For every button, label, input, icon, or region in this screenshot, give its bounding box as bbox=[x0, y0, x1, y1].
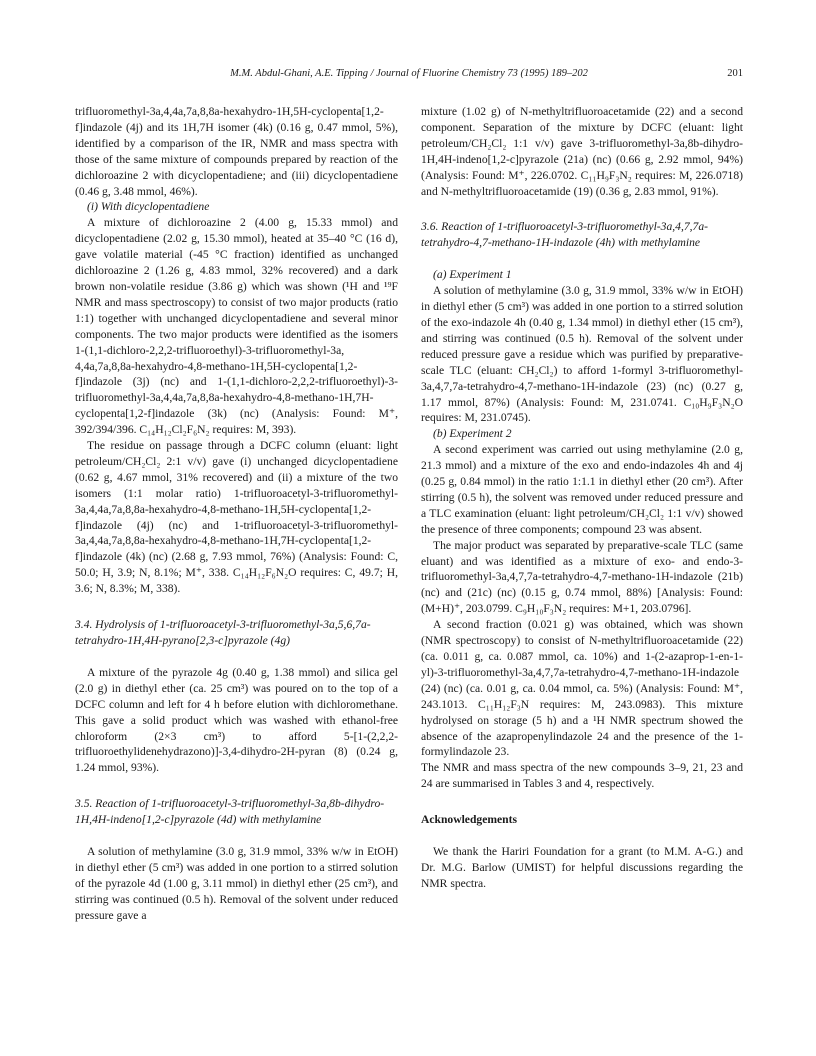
paragraph-3-5: A solution of methylamine (3.0 g, 31.9 mmol, 33% w/w in EtOH) in diethyl ether (5 cm³) was added in one portion to a stirred solution of the pyrazole 4d (1.00 g, 3.11 mmol) in diethyl ether (25 cm³), and stirring was continued (0.5 h). Removal of the solvent under reduced pressure gave a bbox=[75, 845, 398, 922]
right-column bbox=[421, 104, 743, 892]
subheading-experiment-2: (b) Experiment 2 bbox=[433, 427, 512, 441]
acknowledgements-title: Acknowledgements bbox=[421, 813, 517, 827]
section-3-5-title: 3.5. Reaction of 1-trifluoroacetyl-3-trifluoromethyl-3a,8b-dihydro-1H,4H-indeno[1,2-c]pyrazole (4d) with methylamine bbox=[75, 797, 385, 827]
paragraph-dicyclopentadiene: A mixture of dichloroazine 2 (4.00 g, 15.33 mmol) and dicyclopentadiene (2.02 g, 15.30 mmol), heated at 35–40 °C (16 d), gave volatile material (-45 °C fraction) identified as unchanged dichloroazine 2 (1.26 g, 4.83 mmol, 32% recovered) and a dark brown non-volatile residue (3.86 g) which was shown (¹H and ¹⁹F NMR and mass spectroscopy) to consist of two major products (ratio 1:1) together with unchanged dicyclopentadiene and several minor components. The two major products were identified as the isomers 1-(1,1-dichloro-2,2,2-trifluoroethyl)-3-trifluoromethyl-3a, 4,4a,7a,8,8a-hexahydro-4,8-methano-1H,5H-cyclopenta[1,2-f]indazole (3j) (nc) and 1-(1,1-dichloro-2,2,2-trifluoroethyl)-3-trifluoromethyl-3a,4,4a,7a,8,8a-hexahydro-4,8-methano-1H,7H-cyclopenta[1,2-f]indazole (3k) (nc) (Analysis: Found: M⁺, 392/394/396. C₁₄H₁₂Cl₂F₆N₂ requires: M, 393). bbox=[75, 216, 398, 437]
section-3-4-title: 3.4. Hydrolysis of 1-trifluoroacetyl-3-trifluoromethyl-3a,5,6,7a-tetrahydro-1H,4H-pyrano[2,3-c]pyrazole (4g) bbox=[75, 618, 371, 647]
paragraph-acknowledgements: We thank the Hariri Foundation for a grant (to M.M. A-G.) and Dr. M.G. Barlow (UMIST) for helpful discussions regarding the NMR spectra. bbox=[421, 845, 743, 890]
page-number: 201 bbox=[727, 68, 743, 79]
running-title: M.M. Abdul-Ghani, A.E. Tipping / Journal of Fluorine Chemistry 73 (1995) 189–202 bbox=[230, 68, 588, 79]
paragraph-nmr-summary: The NMR and mass spectra of the new compounds 3–9, 21, 23 and 24 are summarised in Tables 3 and 4, respectively. bbox=[421, 761, 743, 791]
paragraph-3-4: A mixture of the pyrazole 4g (0.40 g, 1.38 mmol) and silica gel (2.0 g) in diethyl ether (ca. 25 cm³) was poured on to the top of a DCFC column and left for 4 h before elution with dichloromethane. This gave a solid product which was washed with ethanol-free chloroform (2×3 cm³) to afford 5-[1-(2,2,2-trifluoroethylidenehydrazono)]-3,4-dihydro-2H-pyran (8) (0.24 g, 1.24 mmol, 93%). bbox=[75, 665, 398, 775]
paragraph-experiment-2: A second experiment was carried out using methylamine (2.0 g, 21.3 mmol) and a mixture of the exo and endo-indazoles 4h and 4j (0.25 g, 0.84 mmol) in the ratio 1:1.1 in diethyl ether (20 cm³). After stirring (0.5 h), the solvent was removed under reduced pressure and a TLC examination (eluant: light petroleum/CH₂Cl₂ 1:1 v/v) showed the presence of three components; compound 23 was absent. bbox=[421, 443, 743, 536]
paragraph-continued-right: mixture (1.02 g) of N-methyltrifluoroacetamide (22) and a second component. Separation of the mixture by DCFC (eluant: light petroleum/CH₂Cl₂ 1:1 v/v) gave 3-trifluoromethyl-3a,8b-dihydro-1H,4H-indeno[1,2-c]pyrazole (21a) (nc) (0.66 g, 2.92 mmol, 94%) (Analysis: Found: M⁺, 226.0702. C₁₁H₉F₃N₂ requires: M, 226.0718) and N-methyltrifluoroacetamide (19) (0.36 g, 2.83 mmol, 91%). bbox=[421, 105, 743, 198]
left-column bbox=[75, 104, 398, 924]
subheading-experiment-1: (a) Experiment 1 bbox=[433, 268, 512, 282]
section-3-6-title: 3.6. Reaction of 1-trifluoroacetyl-3-trifluoromethyl-3a,4,7,7a-tetrahydro-4,7-methano-1H-indazole (4h) with methylamine bbox=[421, 220, 709, 250]
running-header bbox=[75, 68, 743, 82]
paragraph-second-fraction: A second fraction (0.021 g) was obtained, which was shown (NMR spectroscopy) to consist of N-methyltrifluoroacetamide (22) (ca. 0.011 g, ca. 0.087 mmol, ca. 10%) and 1-(2-azaprop-1-en-1-yl)-3-trifluoromethyl-3a,4,7,7a-tetrahydro-4,7-methano-1H-indazole (24) (nc) (ca. 0.01 g, ca. 0.04 mmol, ca. 5%) (Analysis: Found: M⁺, 243.1013. C₁₁H₁₂F₃N requires: M, 243.0983). This mixture hydrolysed on storage (5 h) and a ¹H NMR spectrum showed the absence of the azapropenylindazole 24 and the presence of the 1-formylindazole 23. bbox=[421, 618, 743, 759]
subheading-dicyclopentadiene: (i) With dicyclopentadiene bbox=[87, 200, 210, 214]
paragraph-experiment-1: A solution of methylamine (3.0 g, 31.9 mmol, 33% w/w in EtOH) in diethyl ether (5 cm³) was added in one portion to a stirred solution of the exo-indazole 4h (0.40 g, 1.34 mmol) in diethyl ether (15 cm³), and stirring was continued (0.5 h). Removal of the solvent under reduced pressure gave a residue which was purified by preparative-scale TLC (eluant: CH₂Cl₂) to afford 1-formyl 3-trifluoromethyl-3a,4,7,7a-tetrahydro-4,7-methano-1H-indazole (23) (nc) (0.27 g, 1.17 mmol, 87%) (Analysis: Found: M, 231.0741. C₁₀H₉F₃N₂O requires: M, 231.0745). bbox=[421, 284, 743, 425]
paragraph-major-product: The major product was separated by preparative-scale TLC (same eluant) and was identified as a mixture of exo- and endo-3-trifluoromethyl-3a,4,7,7a-tetrahydro-4,7-methano-1H-indazole (21b) (nc) and (21c) (nc) (0.15 g, 0.74 mmol, 88%) [Analysis: Found: (M+H)⁺, 203.0799. C₉H₁₀F₃N₂ requires: M+1, 203.0796]. bbox=[421, 538, 743, 616]
paragraph-residue: The residue on passage through a DCFC column (eluant: light petroleum/CH₂Cl₂ 2:1 v/v) gave (i) unchanged dicyclopentadiene (0.62 g, 4.67 mmol, 31% recovered) and (ii) a mixture of the two isomers (1:1 molar ratio) 1-trifluoroacetyl-3-trifluoromethyl-3a,4,4a,7a,8,8a-hexahydro-4,8-methano-1H,5H-cyclopenta[1,2-f]indazole (4j) (nc) and 1-trifluoroacetyl-3-trifluoromethyl-3a,4,4a,7a,8,8a-hexahydro-4,8-methano-1H,7H-cyclopenta[1,2-f]indazole (4k) (nc) (2.68 g, 7.93 mmol, 76%) (Analysis: Found: C, 50.0; H, 3.9; N, 8.1%; M⁺, 338. C₁₄H₁₂F₆N₂O requires: C, 49.7; H, 3.6; N, 8.3%; M, 338). bbox=[75, 439, 398, 596]
paragraph-continued: trifluoromethyl-3a,4,4a,7a,8,8a-hexahydro-1H,5H-cyclopenta[1,2-f]indazole (4j) and its 1H,7H isomer (4k) (0.16 g, 0.47 mmol, 5%), identified by a comparison of the IR, NMR and mass spectra with those of the same mixture of compounds prepared by reaction of the dichloroazine 2 with dicyclopentadiene; and (iii) dicyclopentadiene (0.46 g, 3.48 mmol, 46%). bbox=[75, 105, 398, 198]
